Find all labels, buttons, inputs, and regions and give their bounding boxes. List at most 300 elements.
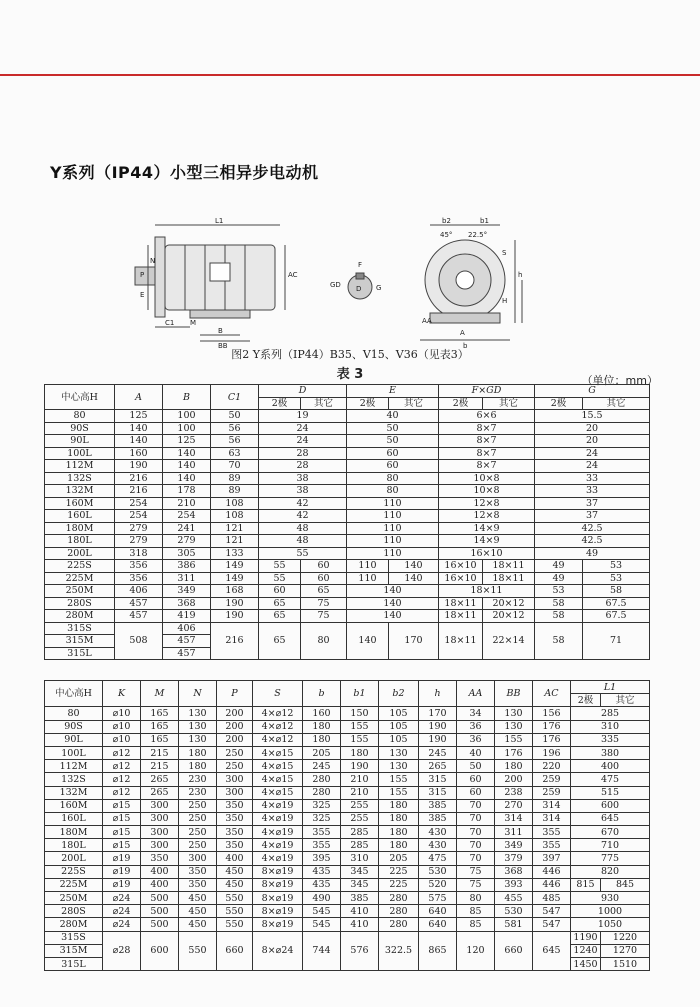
cell: 180L — [45, 839, 103, 852]
table-row — [45, 905, 650, 918]
col-header-S: S — [253, 681, 303, 707]
cell: 140 — [163, 472, 211, 485]
cell: 20×12 — [483, 597, 535, 610]
table-row — [45, 720, 650, 733]
cell: 90L — [45, 733, 103, 746]
label-b: b — [463, 342, 468, 350]
cell: ⌀15 — [103, 826, 141, 839]
cell: 180 — [179, 746, 217, 759]
cell: 24 — [259, 422, 347, 435]
cell: 180L — [45, 535, 115, 548]
cell: 24 — [259, 435, 347, 448]
cell: 63 — [211, 447, 259, 460]
label-C1: C1 — [165, 319, 175, 327]
cell: ⌀10 — [103, 707, 141, 720]
cell: 315L — [45, 647, 115, 660]
cell: 350 — [217, 826, 253, 839]
cell: 80 — [457, 892, 495, 905]
cell: 500 — [141, 918, 179, 931]
cell: 180 — [303, 733, 341, 746]
cell: 225M — [45, 572, 115, 585]
cell: 385 — [341, 892, 379, 905]
cell: 140 — [389, 560, 439, 573]
table-row — [45, 733, 650, 746]
cell: 520 — [419, 878, 457, 891]
cell: 67.5 — [583, 610, 650, 623]
cell: 325 — [303, 799, 341, 812]
cell: 430 — [419, 826, 457, 839]
table-row — [45, 839, 650, 852]
cell: 12×8 — [439, 510, 535, 523]
cell: 70 — [211, 460, 259, 473]
cell: 105 — [379, 733, 419, 746]
page-title: Y系列（IP44）小型三相异步电动机 — [50, 163, 319, 182]
cell: 865 — [419, 931, 457, 971]
cell: 165 — [141, 733, 179, 746]
cell: 255 — [341, 812, 379, 825]
cell: 355 — [303, 839, 341, 852]
figure-caption: 图2 Y系列（IP44）B35、V15、V36（见表3） — [231, 348, 469, 361]
cell: 550 — [179, 931, 217, 971]
table-row — [45, 535, 650, 548]
table-row — [45, 447, 650, 460]
cell: 311 — [495, 826, 533, 839]
table-row — [45, 918, 650, 931]
cell: 215 — [141, 746, 179, 759]
subheader-other: 其它 — [301, 397, 347, 410]
cell: ⌀28 — [103, 931, 141, 971]
cell: 500 — [141, 905, 179, 918]
cell: 230 — [179, 786, 217, 799]
col-header-b1: b1 — [341, 681, 379, 707]
cell: ⌀15 — [103, 839, 141, 852]
cell: 130 — [179, 720, 217, 733]
cell: 89 — [211, 472, 259, 485]
cell: 80 — [347, 485, 439, 498]
cell: 241 — [163, 522, 211, 535]
label-b2: b2 — [442, 217, 451, 225]
cell: 176 — [495, 746, 533, 759]
cell: 132M — [45, 485, 115, 498]
cell: 200 — [217, 733, 253, 746]
cell: 430 — [419, 839, 457, 852]
cell: ⌀10 — [103, 720, 141, 733]
cell: 16×10 — [439, 547, 535, 560]
cell: 4×⌀12 — [253, 707, 303, 720]
cell: 80 — [347, 472, 439, 485]
cell: 230 — [179, 773, 217, 786]
cell: 10×8 — [439, 472, 535, 485]
cell: 255 — [341, 799, 379, 812]
cell: 18×11 — [483, 572, 535, 585]
table-row — [45, 760, 650, 773]
cell: 1240 — [571, 944, 601, 957]
cell: 100L — [45, 447, 115, 460]
subheader-2pole: 2极 — [347, 397, 389, 410]
cell: ⌀12 — [103, 773, 141, 786]
cell: 120 — [457, 931, 495, 971]
cell: 130 — [495, 720, 533, 733]
cell: 210 — [163, 497, 211, 510]
cell: 530 — [419, 865, 457, 878]
subheader-2pole: 2极 — [571, 694, 601, 707]
cell: 14×9 — [439, 535, 535, 548]
cell: 70 — [457, 812, 495, 825]
cell: 225S — [45, 560, 115, 573]
label-AA: AA — [422, 317, 432, 325]
cell: 400 — [217, 852, 253, 865]
label-angle-45: 45° — [440, 231, 453, 239]
subheader-other: 其它 — [601, 694, 650, 707]
table-row — [45, 435, 650, 448]
cell: 210 — [341, 786, 379, 799]
cell: ⌀10 — [103, 733, 141, 746]
cell: 660 — [495, 931, 533, 971]
cell: 180 — [379, 812, 419, 825]
cell: 24 — [535, 447, 650, 460]
cell: ⌀24 — [103, 905, 141, 918]
label-L1: L1 — [215, 217, 224, 225]
cell: 196 — [533, 746, 571, 759]
cell: 53 — [583, 572, 650, 585]
cell: ⌀15 — [103, 812, 141, 825]
table-row — [45, 410, 650, 423]
cell: 38 — [259, 472, 347, 485]
col-header-b2: b2 — [379, 681, 419, 707]
cell: 475 — [571, 773, 650, 786]
table-row — [45, 572, 650, 585]
cell: 8×⌀19 — [253, 905, 303, 918]
cell: 90S — [45, 422, 115, 435]
label-GD: GD — [330, 281, 341, 289]
cell: 60 — [259, 585, 301, 598]
cell: 170 — [419, 707, 457, 720]
cell: 132S — [45, 773, 103, 786]
cell: 65 — [259, 622, 301, 660]
cell: 75 — [301, 597, 347, 610]
cell: 550 — [217, 892, 253, 905]
cell: 180M — [45, 522, 115, 535]
label-D: D — [356, 285, 362, 293]
col-header-E: E — [347, 385, 439, 398]
col-header-B: B — [163, 385, 211, 410]
cell: 335 — [571, 733, 650, 746]
cell: 48 — [259, 522, 347, 535]
subheader-other: 其它 — [483, 397, 535, 410]
cell: 40 — [457, 746, 495, 759]
cell: 300 — [217, 786, 253, 799]
cell: 36 — [457, 733, 495, 746]
cell: 314 — [533, 799, 571, 812]
cell: 379 — [495, 852, 533, 865]
cell: 65 — [301, 585, 347, 598]
cell: 50 — [457, 760, 495, 773]
cell: 4×⌀19 — [253, 812, 303, 825]
cell: 490 — [303, 892, 341, 905]
cell: 8×7 — [439, 460, 535, 473]
table-row — [45, 878, 650, 891]
cell: 34 — [457, 707, 495, 720]
cell: 70 — [457, 799, 495, 812]
cell: 130 — [379, 760, 419, 773]
cell: 315 — [419, 773, 457, 786]
cell: 200L — [45, 852, 103, 865]
cell: 4×⌀19 — [253, 852, 303, 865]
subheader-2pole: 2极 — [259, 397, 301, 410]
cell: 100 — [163, 410, 211, 423]
cell: 58 — [535, 610, 583, 623]
col-header-K: K — [103, 681, 141, 707]
cell: 280 — [379, 892, 419, 905]
cell: 121 — [211, 535, 259, 548]
cell: 581 — [495, 918, 533, 931]
cell: 575 — [419, 892, 457, 905]
subheader-2pole: 2极 — [439, 397, 483, 410]
cell: 50 — [211, 410, 259, 423]
cell: 660 — [217, 931, 253, 971]
cell: 190 — [115, 460, 163, 473]
label-H: H — [502, 297, 508, 305]
col-header-N: N — [179, 681, 217, 707]
cell: 410 — [341, 918, 379, 931]
cell: 349 — [495, 839, 533, 852]
cell: 160 — [115, 447, 163, 460]
cell: 55 — [259, 560, 301, 573]
label-G: G — [376, 284, 382, 292]
cell: 130 — [179, 707, 217, 720]
label-b1: b1 — [480, 217, 489, 225]
cell: 300 — [141, 826, 179, 839]
cell: 24 — [535, 460, 650, 473]
cell: 58 — [535, 622, 583, 660]
table-row — [45, 597, 650, 610]
cell: 322.5 — [379, 931, 419, 971]
cell: 140 — [347, 622, 389, 660]
cell: 265 — [419, 760, 457, 773]
cell: 280 — [303, 786, 341, 799]
cell: 200 — [495, 773, 533, 786]
cell: 16×10 — [439, 572, 483, 585]
cell: 58 — [535, 597, 583, 610]
cell: 446 — [533, 878, 571, 891]
cell: 250M — [45, 892, 103, 905]
cell: 380 — [571, 746, 650, 759]
cell: 350 — [217, 799, 253, 812]
cell: 112M — [45, 460, 115, 473]
cell: 200 — [217, 707, 253, 720]
cell: 1190 — [571, 931, 601, 944]
cell: 345 — [341, 865, 379, 878]
cell: 225 — [379, 865, 419, 878]
cell: 270 — [495, 799, 533, 812]
cell: 4×⌀19 — [253, 826, 303, 839]
cell: 259 — [533, 786, 571, 799]
label-N: N — [150, 257, 156, 265]
label-h: h — [518, 271, 523, 279]
cell: 42 — [259, 497, 347, 510]
cell: 815 — [571, 878, 601, 891]
cell: 165 — [141, 720, 179, 733]
cell: 48 — [259, 535, 347, 548]
cell: 1220 — [601, 931, 650, 944]
cell: 8×⌀19 — [253, 918, 303, 931]
table-row — [45, 610, 650, 623]
cell: 33 — [535, 485, 650, 498]
cell: 386 — [163, 560, 211, 573]
cell: 280 — [379, 905, 419, 918]
cell: 385 — [419, 812, 457, 825]
motor-dimension-drawing — [130, 215, 530, 350]
table-row — [45, 510, 650, 523]
cell: 75 — [301, 610, 347, 623]
label-AC: AC — [288, 271, 298, 279]
cell: 285 — [341, 839, 379, 852]
cell: 530 — [495, 905, 533, 918]
cell: 225M — [45, 878, 103, 891]
cell: 279 — [115, 522, 163, 535]
label-angle-22: 22.5° — [468, 231, 488, 239]
cell: 254 — [115, 497, 163, 510]
cell: 49 — [535, 547, 650, 560]
cell: 280M — [45, 610, 115, 623]
cell: 4×⌀15 — [253, 773, 303, 786]
cell: 640 — [419, 905, 457, 918]
cell: ⌀12 — [103, 760, 141, 773]
cell: 110 — [347, 535, 439, 548]
cell: 350 — [179, 865, 217, 878]
cell: 19 — [259, 410, 347, 423]
cell: 355 — [303, 826, 341, 839]
col-header-G: G — [535, 385, 650, 398]
cell: 70 — [457, 839, 495, 852]
cell: 385 — [419, 799, 457, 812]
table-row — [45, 865, 650, 878]
cell: 550 — [217, 905, 253, 918]
cell: 56 — [211, 422, 259, 435]
cell: 400 — [141, 865, 179, 878]
cell: 18×11 — [483, 560, 535, 573]
table-row — [45, 892, 650, 905]
table-row — [45, 707, 650, 720]
cell: 40 — [347, 410, 439, 423]
cell: 42 — [259, 510, 347, 523]
cell: 108 — [211, 510, 259, 523]
cell: 90S — [45, 720, 103, 733]
cell: 300 — [141, 839, 179, 852]
cell: 85 — [457, 918, 495, 931]
cell: ⌀12 — [103, 746, 141, 759]
cell: 60 — [457, 773, 495, 786]
unit-note: （单位：mm） — [581, 374, 658, 387]
table-row — [45, 485, 650, 498]
cell: 20 — [535, 435, 650, 448]
cell: 400 — [141, 878, 179, 891]
cell: 311 — [163, 572, 211, 585]
cell: 457 — [163, 647, 211, 660]
cell: 300 — [217, 773, 253, 786]
col-header-AC: AC — [533, 681, 571, 707]
cell: 1450 — [571, 957, 601, 970]
cell: 345 — [341, 878, 379, 891]
cell: 775 — [571, 852, 650, 865]
cell: 8×7 — [439, 447, 535, 460]
cell: 356 — [115, 560, 163, 573]
cell: 285 — [571, 707, 650, 720]
cell: 670 — [571, 826, 650, 839]
cell: 4×⌀19 — [253, 799, 303, 812]
cell: 368 — [495, 865, 533, 878]
cell: 6×6 — [439, 410, 535, 423]
cell: 89 — [211, 485, 259, 498]
cell: 33 — [535, 472, 650, 485]
cell: 160L — [45, 812, 103, 825]
cell: 350 — [141, 852, 179, 865]
cell: 110 — [347, 560, 389, 573]
top-red-rule — [0, 74, 700, 76]
cell: 150 — [341, 707, 379, 720]
cell: 42.5 — [535, 522, 650, 535]
cell: 475 — [419, 852, 457, 865]
col-header-A: A — [115, 385, 163, 410]
cell: 190 — [211, 597, 259, 610]
cell: 125 — [163, 435, 211, 448]
cell: 315 — [419, 786, 457, 799]
cell: 140 — [163, 447, 211, 460]
cell: 280S — [45, 905, 103, 918]
cell: 28 — [259, 447, 347, 460]
cell: 545 — [303, 918, 341, 931]
cell: 4×⌀15 — [253, 746, 303, 759]
cell: 53 — [583, 560, 650, 573]
cell: 600 — [571, 799, 650, 812]
cell: 155 — [341, 720, 379, 733]
label-M: M — [190, 319, 197, 327]
cell: 300 — [141, 812, 179, 825]
cell: 349 — [163, 585, 211, 598]
cell: 515 — [571, 786, 650, 799]
cell: 393 — [495, 878, 533, 891]
cell: 49 — [535, 560, 583, 573]
cell: 820 — [571, 865, 650, 878]
label-S: S — [502, 249, 507, 257]
cell: 149 — [211, 560, 259, 573]
cell: 140 — [347, 610, 439, 623]
cell: 845 — [601, 878, 650, 891]
cell: 1270 — [601, 944, 650, 957]
cell: 315L — [45, 957, 103, 970]
cell: 130 — [379, 746, 419, 759]
cell: 110 — [347, 572, 389, 585]
cell: 450 — [179, 892, 217, 905]
cell: 37 — [535, 497, 650, 510]
cell: 28 — [259, 460, 347, 473]
cell: 300 — [179, 852, 217, 865]
cell: 238 — [495, 786, 533, 799]
cell: 155 — [379, 773, 419, 786]
cell: 435 — [303, 878, 341, 891]
cell: 547 — [533, 905, 571, 918]
col-header-b: b — [303, 681, 341, 707]
cell: 259 — [533, 773, 571, 786]
cell: 457 — [115, 597, 163, 610]
cell: 280 — [303, 773, 341, 786]
cell: 155 — [341, 733, 379, 746]
table-row — [45, 812, 650, 825]
cell: ⌀24 — [103, 918, 141, 931]
cell: ⌀19 — [103, 878, 141, 891]
cell: 245 — [419, 746, 457, 759]
table-row — [45, 522, 650, 535]
